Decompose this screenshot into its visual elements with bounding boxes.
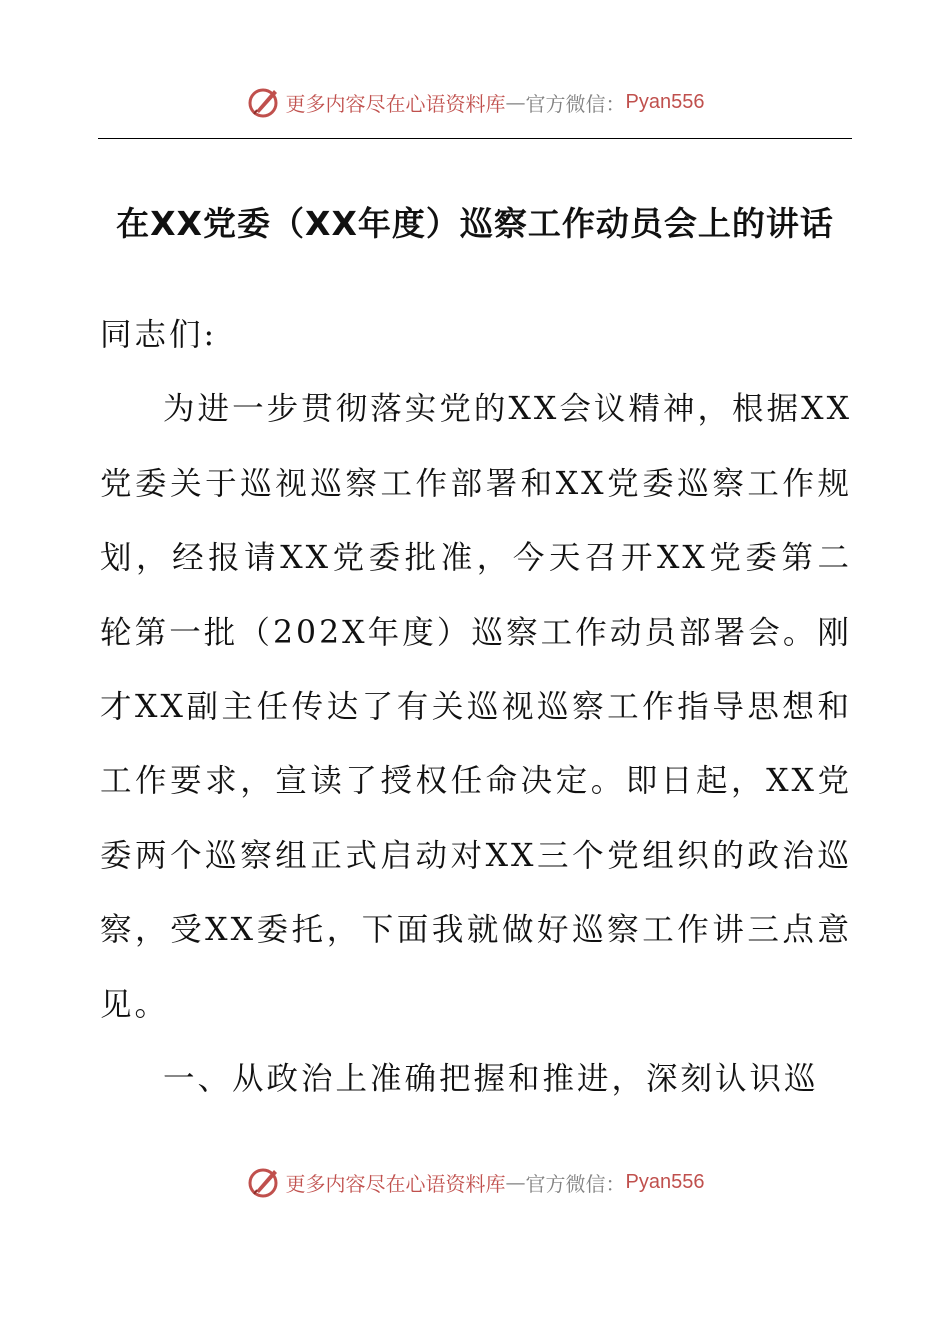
header-watermark <box>0 84 950 120</box>
salutation: 同志们: <box>100 317 218 353</box>
document-body <box>100 298 852 1116</box>
quill-pen-icon <box>246 84 282 120</box>
watermark-dash: — <box>505 1170 526 1194</box>
paragraph-1: 为进一步贯彻落实党的XX会议精神，根据XX党委关于巡视巡察工作部署和XX党委巡察工作规划，经报请XX党委批准，今天召开XX党委第二轮第一批（202X年度）巡察工作动员部署会。刚才XX副主任传达了有关巡视巡察工作指导思想和工作要求，宣读了授权任命决定。即日起，XX党委两个巡察组正式启动对XX三个党组织的政治巡察，受XX委托，下面我就做好巡察工作讲三点意见。 <box>100 391 852 1023</box>
watermark-dash: — <box>505 90 526 114</box>
quill-pen-icon <box>246 1164 282 1200</box>
watermark-wechat-id: Pyan556 <box>625 1170 705 1193</box>
section-heading-1: 一、从政治上准确把握和推进，深刻认识巡 <box>163 1061 819 1098</box>
footer-watermark <box>0 1164 950 1200</box>
watermark-site-text: 更多内容尽在心语资料库 <box>285 1171 506 1196</box>
watermark-wechat-label: 官方微信： <box>525 1171 626 1196</box>
watermark-site-text: 更多内容尽在心语资料库 <box>285 91 506 116</box>
document-title: 在XX党委（XX年度）巡察工作动员会上的讲话 <box>116 204 834 243</box>
watermark-wechat-label: 官方微信： <box>525 91 626 116</box>
header-divider <box>98 138 852 139</box>
watermark-wechat-id: Pyan556 <box>625 90 705 113</box>
